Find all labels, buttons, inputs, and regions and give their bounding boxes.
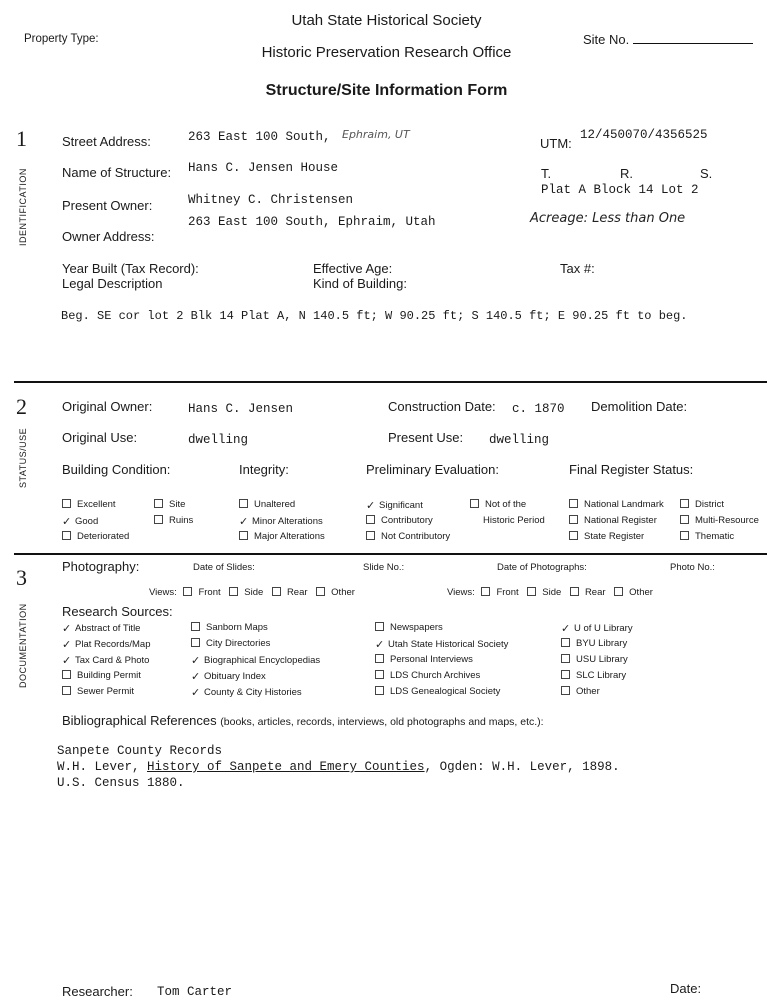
- section-3-number: 3: [16, 565, 27, 590]
- not-historic-line2: Historic Period: [483, 515, 545, 526]
- street-address-label: Street Address:: [62, 134, 151, 149]
- section-label: S.: [700, 166, 713, 181]
- date-of-photographs-label: Date of Photographs:: [497, 562, 587, 573]
- demolition-date-label: Demolition Date:: [591, 399, 688, 414]
- checkbox-multi-resource[interactable]: [680, 515, 689, 524]
- section-2-label: STATUS/USE: [18, 427, 28, 488]
- effective-age-label: Effective Age:: [313, 261, 393, 276]
- checkbox-building-permit[interactable]: [62, 670, 71, 679]
- final-register-label: Final Register Status:: [569, 462, 694, 477]
- source-county-city-histories[interactable]: ✓ County & City Histories: [191, 687, 302, 699]
- checkbox-photo-rear[interactable]: [570, 587, 579, 596]
- register-thematic[interactable]: Thematic: [680, 531, 734, 542]
- site-no-label: Site No.: [583, 32, 630, 47]
- checkbox-excellent[interactable]: [62, 499, 71, 508]
- bib-book-title: History of Sanpete and Emery Counties: [147, 760, 425, 774]
- checkbox-city-directories[interactable]: [191, 638, 200, 647]
- section-2-number: 2: [16, 394, 27, 419]
- utm-value: 12/450070/4356525: [580, 128, 708, 142]
- checkbox-newspapers[interactable]: [375, 622, 384, 631]
- original-use-label: Original Use:: [62, 430, 138, 445]
- register-state-register[interactable]: State Register: [569, 531, 644, 542]
- checkmark-good[interactable]: ✓: [62, 516, 72, 528]
- present-owner-value: Whitney C. Christensen: [188, 193, 354, 207]
- source-building-permit[interactable]: Building Permit: [62, 670, 141, 681]
- property-type-label: Property Type:: [24, 33, 99, 45]
- checkbox-not-historic[interactable]: [470, 499, 479, 508]
- date-of-slides-label: Date of Slides:: [193, 562, 255, 573]
- bibliographical-references: [62, 713, 544, 728]
- owner-address-label: Owner Address:: [62, 229, 155, 244]
- checkmark-county-histories[interactable]: ✓: [191, 687, 201, 699]
- legal-description-value: Beg. SE cor lot 2 Blk 14 Plat A, N 140.5 ft; W 90.25 ft; S 140.5 ft; E 90.25 ft to beg.: [61, 309, 688, 323]
- section-1-label: IDENTIFICATION: [18, 168, 28, 246]
- name-of-structure-label: Name of Structure:: [62, 165, 172, 180]
- township-label: T.: [541, 166, 552, 181]
- checkbox-sewer-permit[interactable]: [62, 686, 71, 695]
- source-slc-library[interactable]: SLC Library: [561, 670, 626, 681]
- legal-description-label: Legal Description: [62, 276, 163, 291]
- bib-line-1: Sanpete County Records: [57, 744, 223, 758]
- source-city-directories[interactable]: City Directories: [191, 638, 270, 649]
- construction-date-label: Construction Date:: [388, 399, 496, 414]
- checkbox-site[interactable]: [154, 499, 163, 508]
- checkbox-usu-library[interactable]: [561, 654, 570, 663]
- photo-views: Views: Front Side Rear Other: [447, 587, 653, 598]
- section-3-label: DOCUMENTATION: [18, 603, 28, 688]
- checkbox-photo-front[interactable]: [481, 587, 490, 596]
- form-title: Structure/Site Information Form: [265, 82, 508, 99]
- original-owner-label: Original Owner:: [62, 399, 153, 414]
- register-district[interactable]: District: [680, 499, 724, 510]
- checkbox-contributory[interactable]: [366, 515, 375, 524]
- acreage-handwritten: Acreage: Less than One: [530, 211, 686, 226]
- society-name: Utah State Historical Society: [291, 12, 482, 29]
- bib-line-2: W.H. Lever, History of Sanpete and Emery Counties, Ogden: W.H. Lever, 1898.: [57, 760, 620, 774]
- original-use-value: dwelling: [188, 433, 249, 447]
- condition-deteriorated[interactable]: Deteriorated: [62, 531, 129, 542]
- checkbox-district[interactable]: [680, 499, 689, 508]
- checkbox-personal-interviews[interactable]: [375, 654, 384, 663]
- integrity-unaltered[interactable]: Unaltered: [239, 499, 295, 510]
- bib-line-3: U.S. Census 1880.: [57, 776, 185, 790]
- researcher-label: Researcher:: [62, 984, 133, 999]
- source-other[interactable]: Other: [561, 686, 600, 697]
- checkmark-abstract[interactable]: ✓: [62, 623, 72, 635]
- checkbox-slc-library[interactable]: [561, 670, 570, 679]
- condition-good[interactable]: ✓ Good: [62, 516, 99, 528]
- checkbox-byu-library[interactable]: [561, 638, 570, 647]
- checkbox-deteriorated[interactable]: [62, 531, 71, 540]
- present-use-value: dwelling: [489, 433, 550, 447]
- checkbox-national-register[interactable]: [569, 515, 578, 524]
- checkmark-utah-historical[interactable]: ✓: [375, 639, 385, 651]
- office-name: Historic Preservation Research Office: [261, 44, 512, 61]
- preliminary-evaluation-label: Preliminary Evaluation:: [366, 462, 499, 477]
- section-divider-1: [14, 381, 767, 383]
- checkbox-national-landmark[interactable]: [569, 499, 578, 508]
- date-label: Date:: [670, 981, 702, 996]
- photo-no-label: Photo No.:: [670, 562, 715, 573]
- street-address-value: 263 East 100 South,: [188, 130, 331, 144]
- checkbox-slide-other[interactable]: [316, 587, 325, 596]
- tax-number-label: Tax #:: [560, 261, 595, 276]
- source-newspapers[interactable]: Newspapers: [375, 622, 443, 633]
- plat-value: Plat A Block 14 Lot 2: [541, 183, 699, 197]
- checkmark-minor-alterations[interactable]: ✓: [239, 516, 249, 528]
- kind-of-building-label: Kind of Building:: [313, 276, 407, 291]
- checkbox-photo-other[interactable]: [614, 587, 623, 596]
- original-owner-value: Hans C. Jensen: [188, 402, 294, 416]
- street-address-handwritten: Ephraim, UT: [342, 128, 410, 141]
- condition-ruins[interactable]: Ruins: [154, 515, 193, 526]
- condition-excellent[interactable]: Excellent: [62, 499, 116, 510]
- year-built-label: Year Built (Tax Record):: [62, 261, 199, 276]
- present-owner-label: Present Owner:: [62, 198, 153, 213]
- source-usu-library[interactable]: USU Library: [561, 654, 628, 665]
- checkmark-plat-records[interactable]: ✓: [62, 639, 72, 651]
- source-byu-library[interactable]: BYU Library: [561, 638, 627, 649]
- source-lds-genealogical[interactable]: LDS Genealogical Society: [375, 686, 500, 697]
- building-condition-label: Building Condition:: [62, 462, 171, 477]
- checkbox-slide-front[interactable]: [183, 587, 192, 596]
- source-plat-records[interactable]: ✓ Plat Records/Map: [62, 639, 151, 651]
- checkbox-unaltered[interactable]: [239, 499, 248, 508]
- register-multi-resource[interactable]: Multi-Resource: [680, 515, 759, 526]
- evaluation-not-contributory[interactable]: Not Contributory: [366, 531, 450, 542]
- construction-date-value: c. 1870: [512, 402, 565, 416]
- source-tax-card[interactable]: ✓ Tax Card & Photo: [62, 655, 150, 667]
- checkmark-tax-card[interactable]: ✓: [62, 655, 72, 667]
- checkbox-photo-side[interactable]: [527, 587, 536, 596]
- slide-views: Views: Front Side Rear Other: [149, 587, 355, 598]
- research-sources-label: Research Sources:: [62, 604, 173, 619]
- source-sanborn-maps[interactable]: Sanborn Maps: [191, 622, 268, 633]
- checkbox-sanborn-maps[interactable]: [191, 622, 200, 631]
- evaluation-not-historic[interactable]: Not of the: [470, 499, 526, 510]
- source-obituary-index[interactable]: ✓ Obituary Index: [191, 671, 266, 683]
- register-national-landmark[interactable]: National Landmark: [569, 499, 664, 510]
- utm-label: UTM:: [540, 136, 572, 151]
- register-national-register[interactable]: National Register: [569, 515, 657, 526]
- source-abstract-of-title[interactable]: ✓ Abstract of Title: [62, 623, 141, 635]
- checkbox-major-alterations[interactable]: [239, 531, 248, 540]
- site-no-line: [633, 32, 753, 44]
- checkbox-ruins[interactable]: [154, 515, 163, 524]
- checkbox-lds-church-archives[interactable]: [375, 670, 384, 679]
- bibliographical-hint: (books, articles, records, interviews, old photographs and maps, etc.):: [220, 716, 544, 728]
- bibliographical-label: Bibliographical References: [62, 713, 217, 728]
- evaluation-contributory[interactable]: Contributory: [366, 515, 433, 526]
- site-no-field: [583, 32, 753, 47]
- integrity-minor[interactable]: ✓ Minor Alterations: [239, 516, 323, 528]
- section-1-number: 1: [16, 126, 27, 151]
- name-of-structure-value: Hans C. Jensen House: [188, 161, 339, 175]
- checkmark-obituary[interactable]: ✓: [191, 671, 201, 683]
- checkmark-u-of-u[interactable]: ✓: [561, 623, 571, 635]
- checkbox-state-register[interactable]: [569, 531, 578, 540]
- source-utah-historical-society[interactable]: ✓ Utah State Historical Society: [375, 639, 509, 651]
- researcher-value: Tom Carter: [157, 985, 233, 999]
- range-label: R.: [620, 166, 633, 181]
- integrity-label: Integrity:: [239, 462, 289, 477]
- section-divider-2: [14, 553, 767, 555]
- checkbox-not-contributory[interactable]: [366, 531, 375, 540]
- source-personal-interviews[interactable]: Personal Interviews: [375, 654, 473, 665]
- source-sewer-permit[interactable]: Sewer Permit: [62, 686, 134, 697]
- checkmark-significant[interactable]: ✓: [366, 500, 376, 512]
- source-u-of-u-library[interactable]: ✓ U of U Library: [561, 623, 633, 635]
- condition-site[interactable]: Site: [154, 499, 185, 510]
- photography-label: Photography:: [62, 559, 140, 574]
- checkbox-lds-genealogical[interactable]: [375, 686, 384, 695]
- source-biographical-encyclopedias[interactable]: ✓ Biographical Encyclopedias: [191, 655, 321, 667]
- checkbox-thematic[interactable]: [680, 531, 689, 540]
- source-lds-church-archives[interactable]: LDS Church Archives: [375, 670, 480, 681]
- checkmark-biographical[interactable]: ✓: [191, 655, 201, 667]
- slide-no-label: Slide No.:: [363, 562, 405, 573]
- owner-address-value: 263 East 100 South, Ephraim, Utah: [188, 215, 436, 229]
- checkbox-other[interactable]: [561, 686, 570, 695]
- checkbox-slide-side[interactable]: [229, 587, 238, 596]
- present-use-label: Present Use:: [388, 430, 464, 445]
- integrity-major[interactable]: Major Alterations: [239, 531, 325, 542]
- evaluation-significant[interactable]: ✓ Significant: [366, 500, 423, 512]
- checkbox-slide-rear[interactable]: [272, 587, 281, 596]
